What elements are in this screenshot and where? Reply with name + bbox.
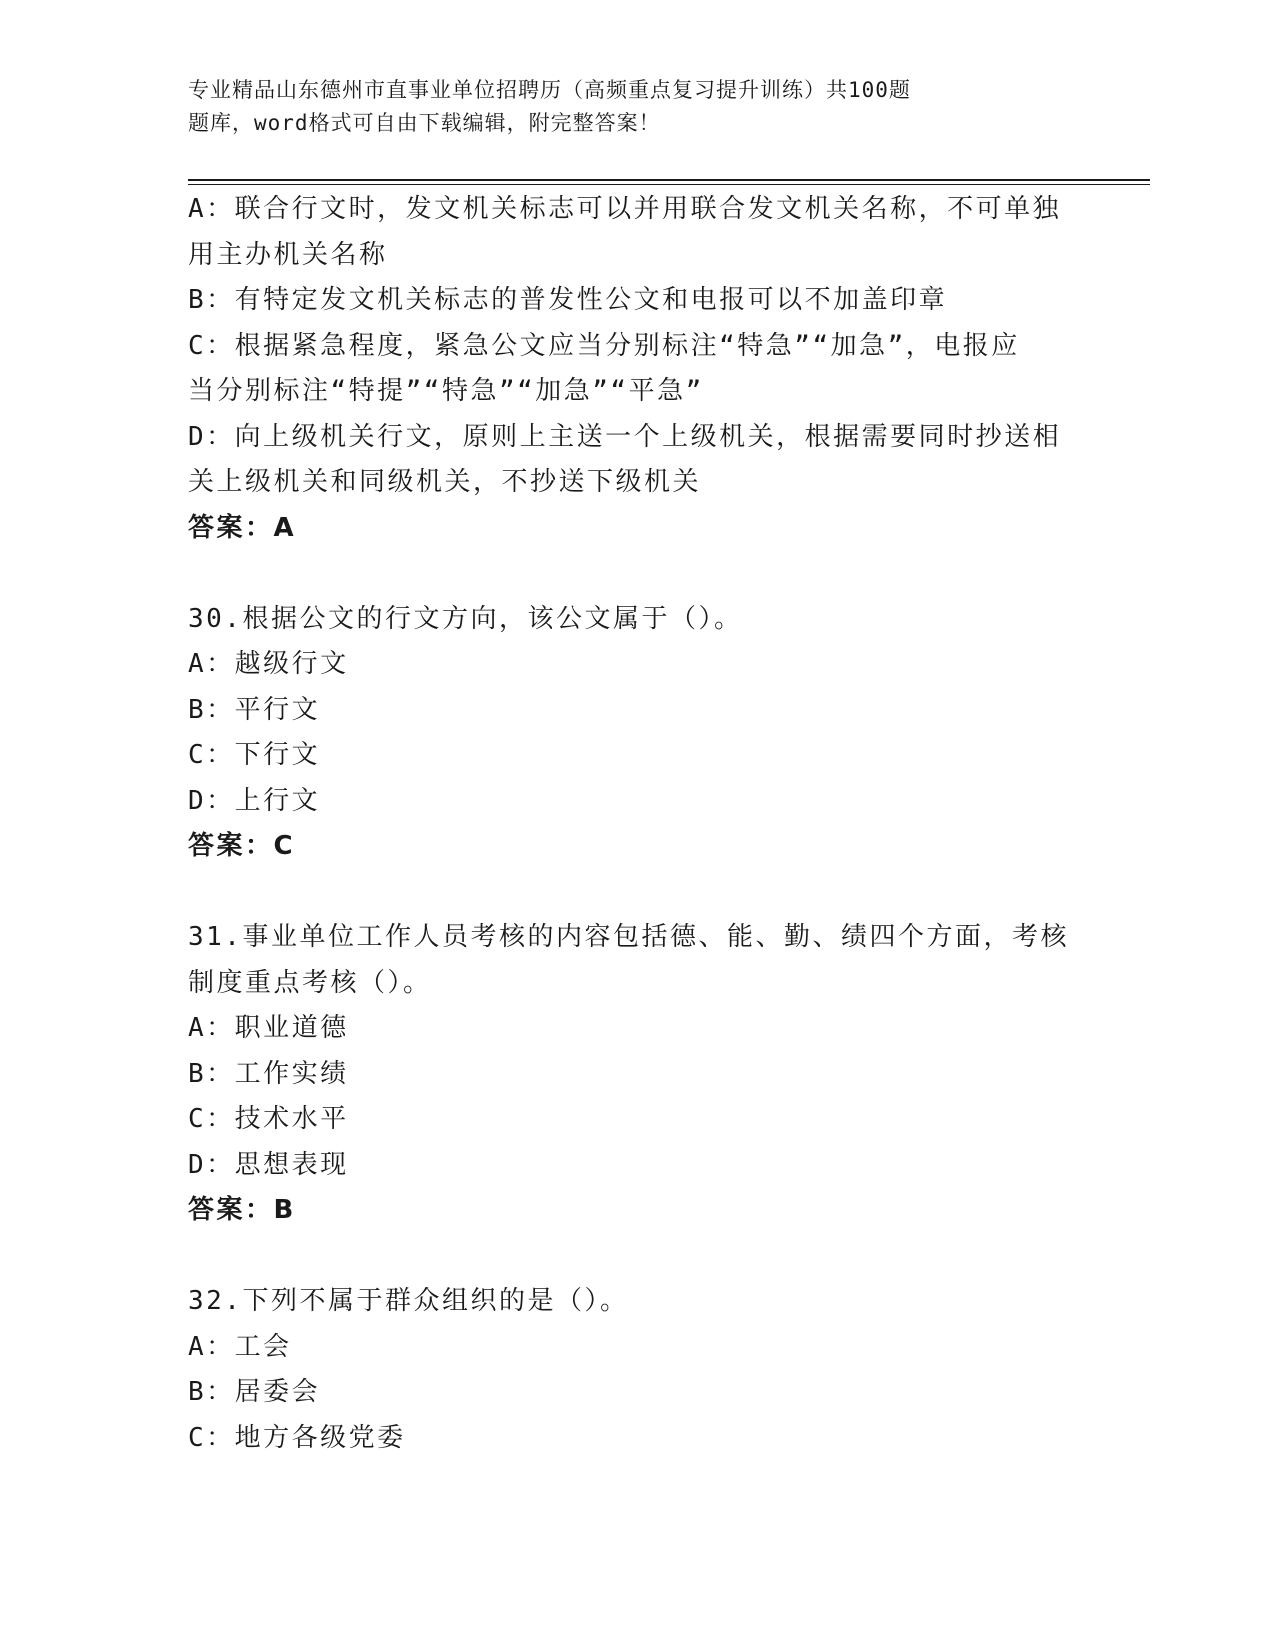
option-c-line-1: C：根据紧急程度，紧急公文应当分别标注“特急”“加急”，电报应: [188, 330, 1020, 361]
question-text: 30.根据公文的行文方向，该公文属于（）。: [188, 603, 743, 634]
answer: 答案：A: [188, 512, 297, 543]
header-divider-thin: [188, 184, 1150, 185]
header-title-line-2: 题库，word格式可自由下载编辑，附完整答案！: [188, 111, 661, 135]
question-list: [188, 187, 1068, 1461]
option-a: A：工会: [188, 1331, 292, 1362]
option-c: C：技术水平: [188, 1104, 349, 1134]
option-c: C：地方各级党委: [188, 1422, 406, 1453]
spacer: [188, 551, 1068, 597]
spacer: [188, 870, 1068, 916]
header-title-line-1: 专业精品山东德州市直事业单位招聘历（高频重点复习提升训练）共100题: [188, 78, 911, 102]
option-a-line-1: A：联合行文时，发文机关标志可以并用联合发文机关名称，不可单独: [188, 194, 1062, 224]
question-text-line-2: 制度重点考核（）。: [188, 967, 432, 998]
question-31: [188, 915, 1068, 1234]
option-b: B：工作实绩: [188, 1058, 349, 1089]
question-29-tail: [188, 187, 1068, 551]
option-c-line-2: 当分别标注“特提”“特急”“加急”“平急”: [188, 376, 704, 406]
option-d-line-1: D：向上级机关行文，原则上主送一个上级机关，根据需要同时抄送相: [188, 421, 1062, 452]
question-text-line-1: 31.事业单位工作人员考核的内容包括德、能、勤、绩四个方面，考核: [188, 922, 1069, 952]
option-a: A：越级行文: [188, 649, 349, 679]
option-b: B：平行文: [188, 694, 321, 725]
option-c: C：下行文: [188, 740, 321, 770]
header-divider-thick: [188, 179, 1150, 181]
option-d: D：思想表现: [188, 1149, 349, 1180]
option-b: B：有特定发文机关标志的普发性公文和电报可以不加盖印章: [188, 285, 948, 315]
option-a-line-2: 用主办机关名称: [188, 239, 388, 270]
option-b: B：居委会: [188, 1377, 321, 1407]
document-header: [188, 74, 1048, 140]
option-d: D：上行文: [188, 785, 321, 816]
answer: 答案：B: [188, 1195, 296, 1225]
spacer: [188, 1234, 1068, 1280]
question-text: 32.下列不属于群众组织的是（）。: [188, 1286, 629, 1316]
option-d-line-2: 关上级机关和同级机关，不抄送下级机关: [188, 467, 702, 497]
option-a: A：职业道德: [188, 1013, 349, 1043]
question-30: [188, 597, 1068, 870]
question-32: [188, 1279, 1068, 1461]
answer: 答案：C: [188, 831, 296, 861]
